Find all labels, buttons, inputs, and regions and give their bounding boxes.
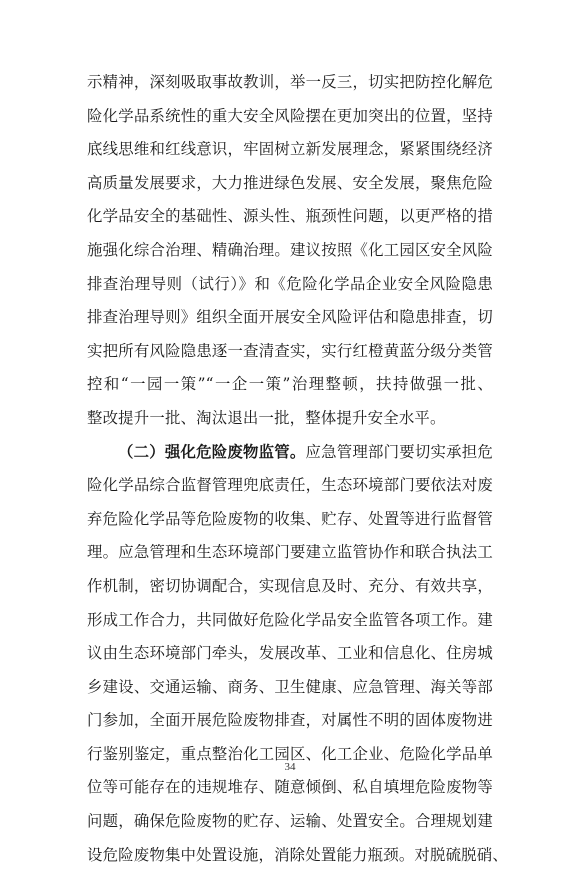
paragraph-line: 控和“一园一策”“一企一策”治理整顿，扶持做强一批、 (87, 375, 493, 394)
paragraph-line: 底线思维和红线意识，牢固树立新发展理念，紧紧围绕经济 (87, 140, 493, 159)
paragraph-line: 理。应急管理和生态环境部门要建立监管协作和联合执法工 (87, 543, 493, 562)
paragraph-line: 排查治理导则（试行）》和《危险化学品企业安全风险隐患 (87, 274, 493, 293)
section-first-line (87, 436, 493, 470)
paragraph-line: 施强化综合治理、精确治理。建议按照《化工园区安全风险 (87, 240, 493, 259)
paragraph-line: 作机制，密切协调配合，实现信息及时、充分、有效共享， (87, 576, 493, 595)
paragraph-line: 险化学品综合监督管理兜底责任，生态环境部门要依法对废 (87, 476, 493, 495)
page-number: 34 (284, 761, 296, 773)
paragraph-line: 门参加，全面开展危险废物排查，对属性不明的固体废物进 (87, 711, 493, 730)
paragraph-line: 实把所有风险隐患逐一查清查实，实行红橙黄蓝分级分类管 (87, 341, 493, 360)
paragraph-line: 形成工作合力，共同做好危险化学品安全监管各项工作。建 (87, 610, 493, 629)
paragraph-line: 乡建设、交通运输、商务、卫生健康、应急管理、海关等部 (87, 677, 493, 696)
paragraph-line: 行鉴别鉴定，重点整治化工园区、化工企业、危险化学品单 (87, 744, 493, 763)
paragraph-line: 设危险废物集中处置设施，消除处置能力瓶颈。对脱硫脱硝、 (87, 845, 508, 864)
paragraph-line: 示精神，深刻吸取事故教训，举一反三，切实把防控化解危 (87, 73, 493, 91)
paragraph-line: 议由生态环境部门牵头，发展改革、工业和信息化、住房城 (87, 644, 493, 663)
paragraph-line: 排查治理导则》组织全面开展安全风险评估和隐患排查，切 (87, 308, 493, 327)
body-text (87, 66, 508, 872)
paragraph-line: 险化学品系统性的重大安全风险摆在更加突出的位置，坚持 (87, 106, 493, 125)
paragraph-line: 弃危险化学品等危险废物的收集、贮存、处置等进行监督管 (87, 509, 493, 528)
paragraph-line: 高质量发展要求，大力推进绿色发展、安全发展，聚焦危险 (87, 173, 493, 192)
paragraph-line: 化学品安全的基础性、源头性、瓶颈性问题，以更严格的措 (87, 207, 493, 226)
paragraph-line: 位等可能存在的违规堆存、随意倾倒、私自填埋危险废物等 (87, 778, 493, 797)
section-first-line-text: 应急管理部门要切实承担危 (305, 442, 493, 461)
paragraph-line: 问题，确保危险废物的贮存、运输、处置安全。合理规划建 (87, 812, 493, 831)
paragraph-line: 整改提升一批、淘汰退出一批，整体提升安全水平。 (87, 408, 446, 427)
section-heading: （二）强化危险废物监管。 (118, 442, 306, 461)
